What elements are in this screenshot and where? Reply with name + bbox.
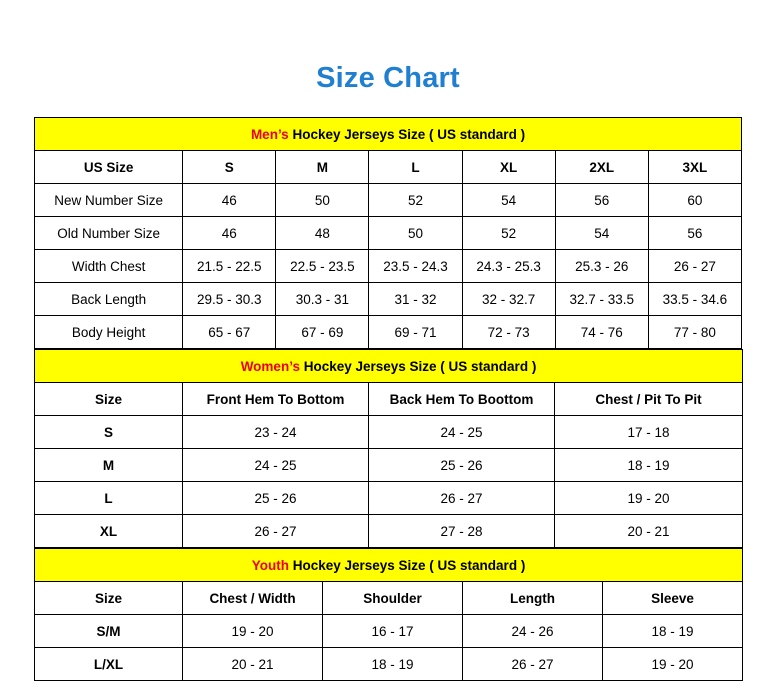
mens-col-5: 2XL [555, 151, 648, 184]
mens-row-0-cell-2: 52 [369, 184, 462, 217]
womens-col-0: Size [35, 383, 183, 416]
mens-col-1: S [183, 151, 276, 184]
mens-row-1-cell-4: 54 [555, 217, 648, 250]
womens-col-2: Back Hem To Boottom [369, 383, 555, 416]
womens-row-0-label: S [35, 416, 183, 449]
mens-row-3-cell-1: 30.3 - 31 [276, 283, 369, 316]
mens-row-2-cell-4: 25.3 - 26 [555, 250, 648, 283]
table-header-row [35, 582, 743, 615]
table-section-heading-row [35, 350, 743, 383]
womens-row-3-label: XL [35, 515, 183, 548]
youth-row-1-cell-3: 19 - 20 [603, 648, 743, 681]
mens-row-2-label: Width Chest [35, 250, 183, 283]
mens-row-4-cell-3: 72 - 73 [462, 316, 555, 349]
womens-row-2-cell-1: 26 - 27 [369, 482, 555, 515]
page-title: Size Chart [316, 62, 460, 94]
table-section-heading-row [35, 118, 742, 151]
mens-row-1-cell-5: 56 [648, 217, 741, 250]
mens-row-4-label: Body Height [35, 316, 183, 349]
mens-row-3-cell-4: 32.7 - 33.5 [555, 283, 648, 316]
table-row [35, 615, 743, 648]
table-section-heading-row [35, 549, 743, 582]
youth-row-0-label: S/M [35, 615, 183, 648]
womens-row-0-cell-2: 17 - 18 [555, 416, 743, 449]
youth-col-1: Chest / Width [183, 582, 323, 615]
table-header-row [35, 151, 742, 184]
mens-row-0-cell-4: 56 [555, 184, 648, 217]
youth-row-0-cell-3: 18 - 19 [603, 615, 743, 648]
womens-section-heading [35, 350, 743, 383]
mens-row-0-cell-5: 60 [648, 184, 741, 217]
mens-row-1-label: Old Number Size [35, 217, 183, 250]
table-row [35, 482, 743, 515]
mens-row-0-label: New Number Size [35, 184, 183, 217]
youth-row-0-cell-0: 19 - 20 [183, 615, 323, 648]
mens-section-heading [35, 118, 742, 151]
youth-row-1-cell-0: 20 - 21 [183, 648, 323, 681]
mens-row-0-cell-3: 54 [462, 184, 555, 217]
mens-row-1-cell-2: 50 [369, 217, 462, 250]
table-row [35, 250, 742, 283]
mens-heading-accent: Men’s [250, 126, 289, 142]
womens-row-3-cell-0: 26 - 27 [183, 515, 369, 548]
table-row [35, 184, 742, 217]
mens-col-0: US Size [35, 151, 183, 184]
mens-col-2: M [276, 151, 369, 184]
youth-size-table [34, 548, 743, 681]
youth-section-heading [35, 549, 743, 582]
table-row [35, 217, 742, 250]
youth-row-1-label: L/XL [35, 648, 183, 681]
size-chart-tables [34, 117, 742, 681]
womens-heading-rest: Hockey Jerseys Size ( US standard ) [299, 358, 537, 374]
womens-row-0-cell-0: 23 - 24 [183, 416, 369, 449]
womens-row-0-cell-1: 24 - 25 [369, 416, 555, 449]
table-row [35, 316, 742, 349]
womens-row-2-cell-2: 19 - 20 [555, 482, 743, 515]
mens-row-3-label: Back Length [35, 283, 183, 316]
womens-row-1-label: M [35, 449, 183, 482]
table-row [35, 283, 742, 316]
mens-row-1-cell-3: 52 [462, 217, 555, 250]
mens-row-0-cell-1: 50 [276, 184, 369, 217]
mens-row-3-cell-0: 29.5 - 30.3 [183, 283, 276, 316]
mens-row-3-cell-3: 32 - 32.7 [462, 283, 555, 316]
womens-row-3-cell-1: 27 - 28 [369, 515, 555, 548]
mens-row-4-cell-5: 77 - 80 [648, 316, 741, 349]
youth-row-0-cell-2: 24 - 26 [463, 615, 603, 648]
mens-row-4-cell-0: 65 - 67 [183, 316, 276, 349]
mens-row-3-cell-2: 31 - 32 [369, 283, 462, 316]
youth-row-1-cell-1: 18 - 19 [323, 648, 463, 681]
youth-col-2: Shoulder [323, 582, 463, 615]
womens-row-1-cell-1: 25 - 26 [369, 449, 555, 482]
womens-size-table [34, 349, 743, 548]
womens-col-1: Front Hem To Bottom [183, 383, 369, 416]
youth-heading-accent: Youth [251, 557, 289, 573]
mens-row-2-cell-0: 21.5 - 22.5 [183, 250, 276, 283]
mens-size-table [34, 117, 742, 349]
womens-row-2-cell-0: 25 - 26 [183, 482, 369, 515]
womens-col-3: Chest / Pit To Pit [555, 383, 743, 416]
mens-row-0-cell-0: 46 [183, 184, 276, 217]
womens-row-2-label: L [35, 482, 183, 515]
youth-heading-rest: Hockey Jerseys Size ( US standard ) [288, 557, 526, 573]
table-row [35, 648, 743, 681]
youth-col-3: Length [463, 582, 603, 615]
mens-row-4-cell-4: 74 - 76 [555, 316, 648, 349]
table-row [35, 416, 743, 449]
mens-row-1-cell-0: 46 [183, 217, 276, 250]
youth-col-4: Sleeve [603, 582, 743, 615]
mens-row-3-cell-5: 33.5 - 34.6 [648, 283, 741, 316]
mens-row-2-cell-2: 23.5 - 24.3 [369, 250, 462, 283]
mens-row-2-cell-1: 22.5 - 23.5 [276, 250, 369, 283]
youth-row-0-cell-1: 16 - 17 [323, 615, 463, 648]
mens-col-3: L [369, 151, 462, 184]
table-row [35, 515, 743, 548]
youth-col-0: Size [35, 582, 183, 615]
womens-row-1-cell-0: 24 - 25 [183, 449, 369, 482]
mens-col-4: XL [462, 151, 555, 184]
mens-col-6: 3XL [648, 151, 741, 184]
mens-row-4-cell-2: 69 - 71 [369, 316, 462, 349]
womens-heading-accent: Women’s [240, 358, 300, 374]
mens-row-4-cell-1: 67 - 69 [276, 316, 369, 349]
youth-row-1-cell-2: 26 - 27 [463, 648, 603, 681]
mens-heading-rest: Hockey Jerseys Size ( US standard ) [288, 126, 526, 142]
table-header-row [35, 383, 743, 416]
mens-row-2-cell-3: 24.3 - 25.3 [462, 250, 555, 283]
womens-row-3-cell-2: 20 - 21 [555, 515, 743, 548]
table-row [35, 449, 743, 482]
womens-row-1-cell-2: 18 - 19 [555, 449, 743, 482]
mens-row-1-cell-1: 48 [276, 217, 369, 250]
mens-row-2-cell-5: 26 - 27 [648, 250, 741, 283]
